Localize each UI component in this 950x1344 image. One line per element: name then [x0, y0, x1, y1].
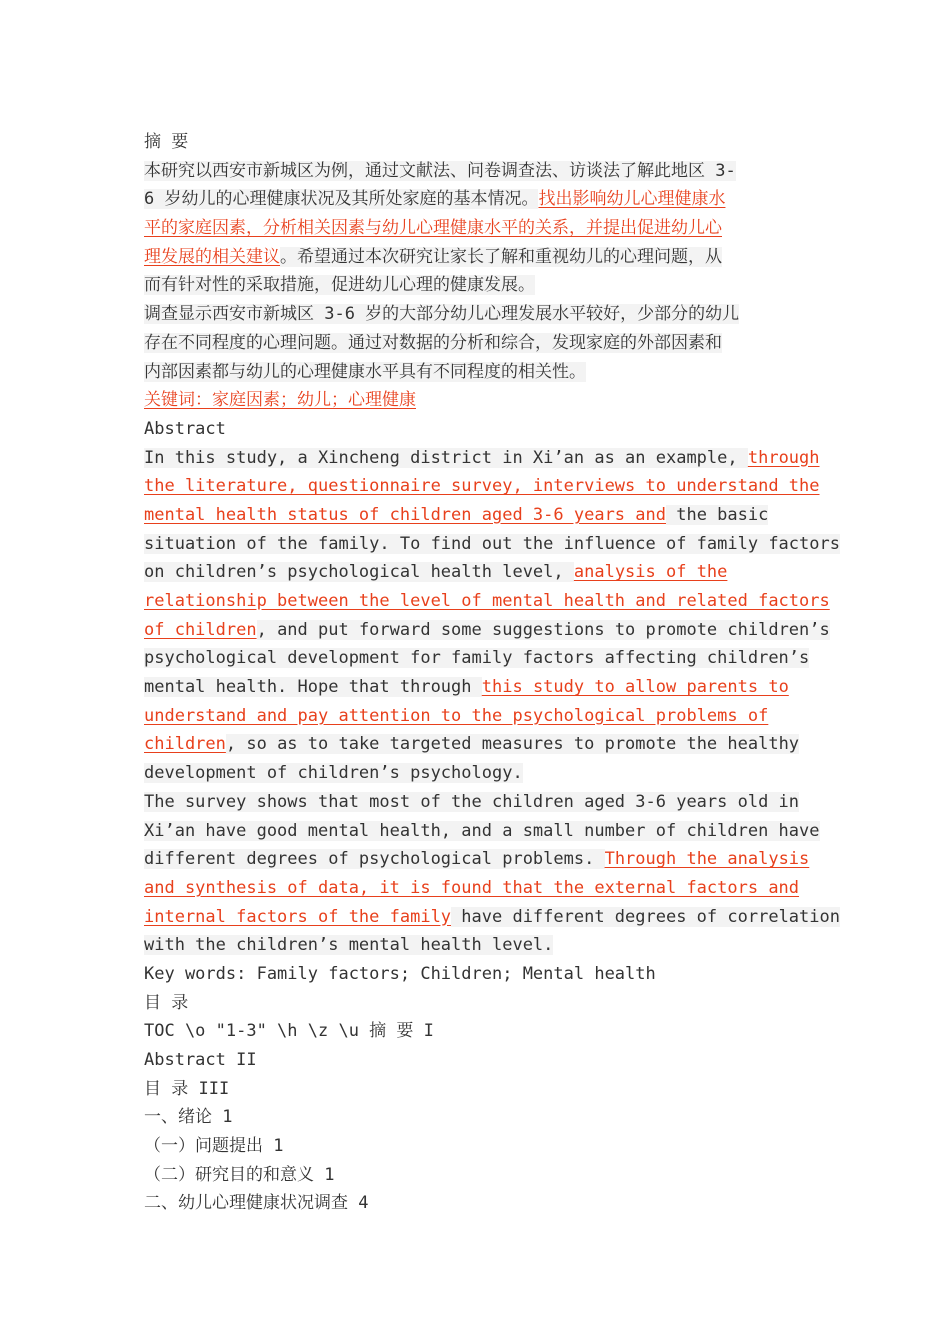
keywords-en: Key words: Family factors; Children; Mental health [144, 963, 656, 984]
body-text: development of children’s psychology. [144, 763, 523, 784]
highlighted-text: 平的家庭因素，分析相关因素与幼儿心理健康水平的关系，并提出促进幼儿心 [144, 218, 722, 239]
abstract-cn-line [144, 157, 808, 186]
abstract-en-line [144, 730, 808, 759]
highlighted-text: 找出影响幼儿心理健康水 [538, 189, 726, 210]
body-text: 6 岁幼儿的心理健康状况及其所处家庭的基本情况。 [144, 189, 539, 210]
toc-entry: TOC \o "1-3" \h \z \u 摘 要 I [144, 1021, 434, 1042]
abstract-en-title: Abstract [144, 418, 226, 439]
abstract-en-line [144, 530, 840, 559]
abstract-cn-line [144, 243, 808, 272]
highlighted-text: internal factors of the family [144, 906, 452, 927]
abstract-en-line [144, 874, 808, 903]
highlighted-text: and synthesis of data, it is found that the external factors and [144, 877, 800, 898]
toc-title: 目 录 [144, 992, 189, 1013]
body-text: 而有针对性的采取措施，促进幼儿心理的健康发展。 [144, 275, 535, 296]
abstract-en-body [144, 444, 840, 960]
highlighted-text: mental health status of children aged 3-6 years and [144, 504, 666, 525]
abstract-en-line [144, 931, 808, 960]
abstract-en-line [144, 845, 808, 874]
abstract-en-line [144, 501, 808, 530]
toc-entry: 目 录 III [144, 1078, 230, 1099]
abstract-en-line [144, 788, 808, 817]
abstract-en-line [144, 616, 830, 645]
body-text: have different degrees of correlation [451, 906, 840, 927]
body-text: 。希望通过本次研究让家长了解和重视幼儿的心理问题，从 [280, 246, 722, 267]
body-text: 存在不同程度的心理问题。通过对数据的分析和综合，发现家庭的外部因素和 [144, 332, 722, 353]
body-text: 本研究以西安市新城区为例，通过文献法、问卷调查法、访谈法了解此地区 3- [144, 160, 736, 181]
highlighted-text: children [144, 734, 226, 755]
body-text: with the children’s mental health level. [144, 935, 554, 956]
body-text: , and put forward some suggestions to promote children’s [256, 619, 830, 640]
highlighted-text: the literature, questionnaire survey, interviews to understand the [144, 476, 820, 497]
toc-entry: 二、幼儿心理健康状况调查 4 [144, 1193, 369, 1214]
abstract-en-line [144, 903, 840, 932]
body-text: Xi’an have good mental health, and a small number of children have [144, 820, 820, 841]
abstract-cn-line [144, 358, 808, 387]
highlighted-text: through [747, 447, 820, 468]
abstract-cn-body [144, 157, 808, 387]
abstract-cn-title: 摘 要 [144, 132, 189, 152]
body-text: mental health. Hope that through [144, 677, 482, 698]
highlighted-text: relationship between the level of mental health and related factors [144, 591, 830, 611]
abstract-cn-line [144, 214, 808, 243]
body-text: situation of the family. To find out the influence of family factors [144, 533, 840, 554]
highlighted-text: 理发展的相关建议 [144, 246, 280, 267]
body-text: 内部因素都与幼儿的心理健康水平具有不同程度的相关性。 [144, 361, 586, 382]
abstract-cn-line [144, 185, 808, 214]
abstract-en-line [144, 587, 830, 616]
abstract-en-line [144, 702, 808, 731]
abstract-en-line [144, 644, 808, 673]
abstract-en-line [144, 472, 820, 501]
body-text: the basic [665, 504, 769, 525]
body-text: 调查显示西安市新城区 3-6 岁的大部分幼儿心理发展水平较好，少部分的幼儿 [144, 304, 740, 325]
toc-entry: （一）问题提出 1 [144, 1136, 284, 1157]
body-text: The survey shows that most of the children aged 3-6 years old in [144, 791, 800, 812]
highlighted-text: of children [144, 619, 257, 640]
document-body [144, 128, 840, 1218]
highlighted-text: analysis of the [573, 562, 728, 583]
body-text: , so as to take targeted measures to promote the healthy [225, 734, 800, 755]
body-text: different degrees of psychological problems. [144, 849, 605, 870]
highlighted-text: understand and pay attention to the psychological problems of [144, 705, 769, 726]
abstract-en-line [144, 444, 820, 473]
abstract-en-line [144, 759, 808, 788]
body-text: psychological development for family factors affecting children’s [144, 648, 810, 669]
body-text: on children’s psychological health level, [144, 562, 574, 583]
abstract-en-line [144, 673, 808, 702]
toc-entry: Abstract II [144, 1050, 257, 1070]
abstract-en-line [144, 817, 820, 846]
abstract-en-line [144, 558, 808, 587]
keywords-cn: 关键词：家庭因素；幼儿；心理健康 [144, 390, 416, 411]
toc-entry: （二）研究目的和意义 1 [144, 1164, 335, 1185]
toc-entry: 一、绪论 1 [144, 1107, 233, 1128]
body-text: In this study, a Xincheng district in Xi’an as an example, [144, 447, 748, 468]
highlighted-text: this study to allow parents to [481, 677, 789, 698]
toc-list [144, 1017, 808, 1218]
abstract-cn-line [144, 300, 808, 329]
abstract-cn-line [144, 329, 808, 358]
abstract-cn-line [144, 271, 808, 300]
highlighted-text: Through the analysis [604, 849, 810, 870]
